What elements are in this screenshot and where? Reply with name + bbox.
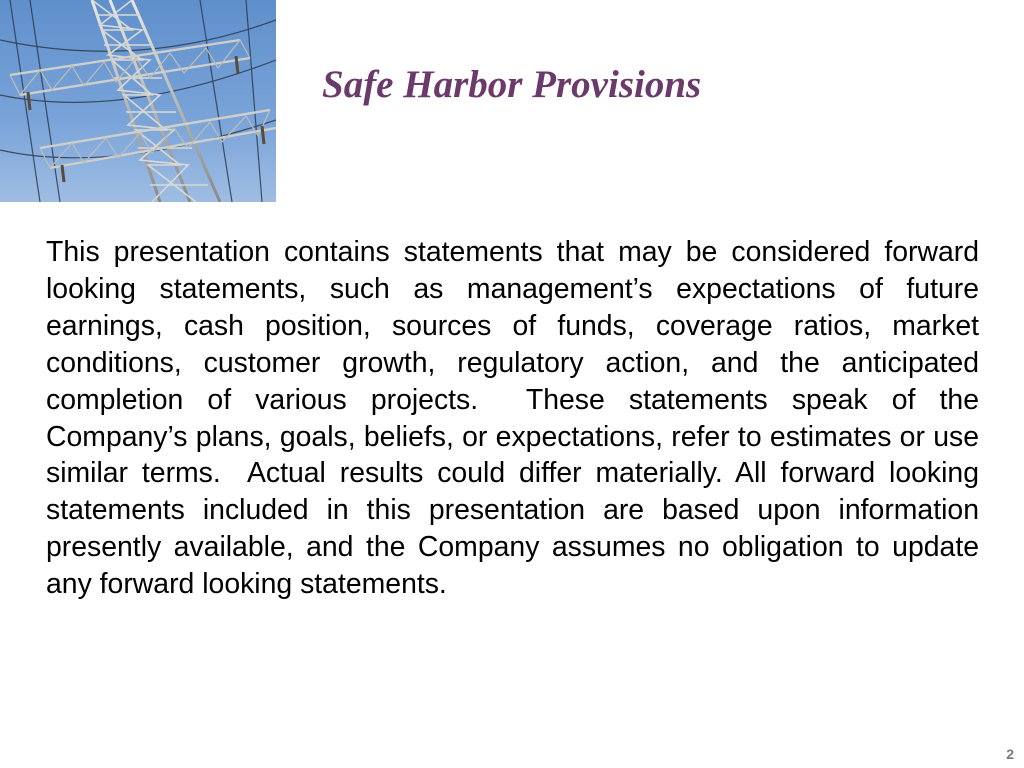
transmission-tower-photo [0,0,276,202]
safe-harbor-paragraph: This presentation contains statements that may be considered forward looking statements, such as management’s expectations of future earnings, cash position, sources of funds, coverage ratios, market conditions, customer growth, regulatory action, and the anticipated completion of various projects. These statements speak of the Company’s plans, goals, beliefs, or expectations, refer to estimates or use similar terms. Actual results could differ materially. All forward looking statements included in this presentation are based upon information presently available, and the Company assumes no obligation to update any forward looking statements. [46,236,987,601]
page-number: 2 [1006,746,1014,762]
slide-title: Safe Harbor Provisions [322,63,702,106]
transmission-tower-image [0,0,276,202]
